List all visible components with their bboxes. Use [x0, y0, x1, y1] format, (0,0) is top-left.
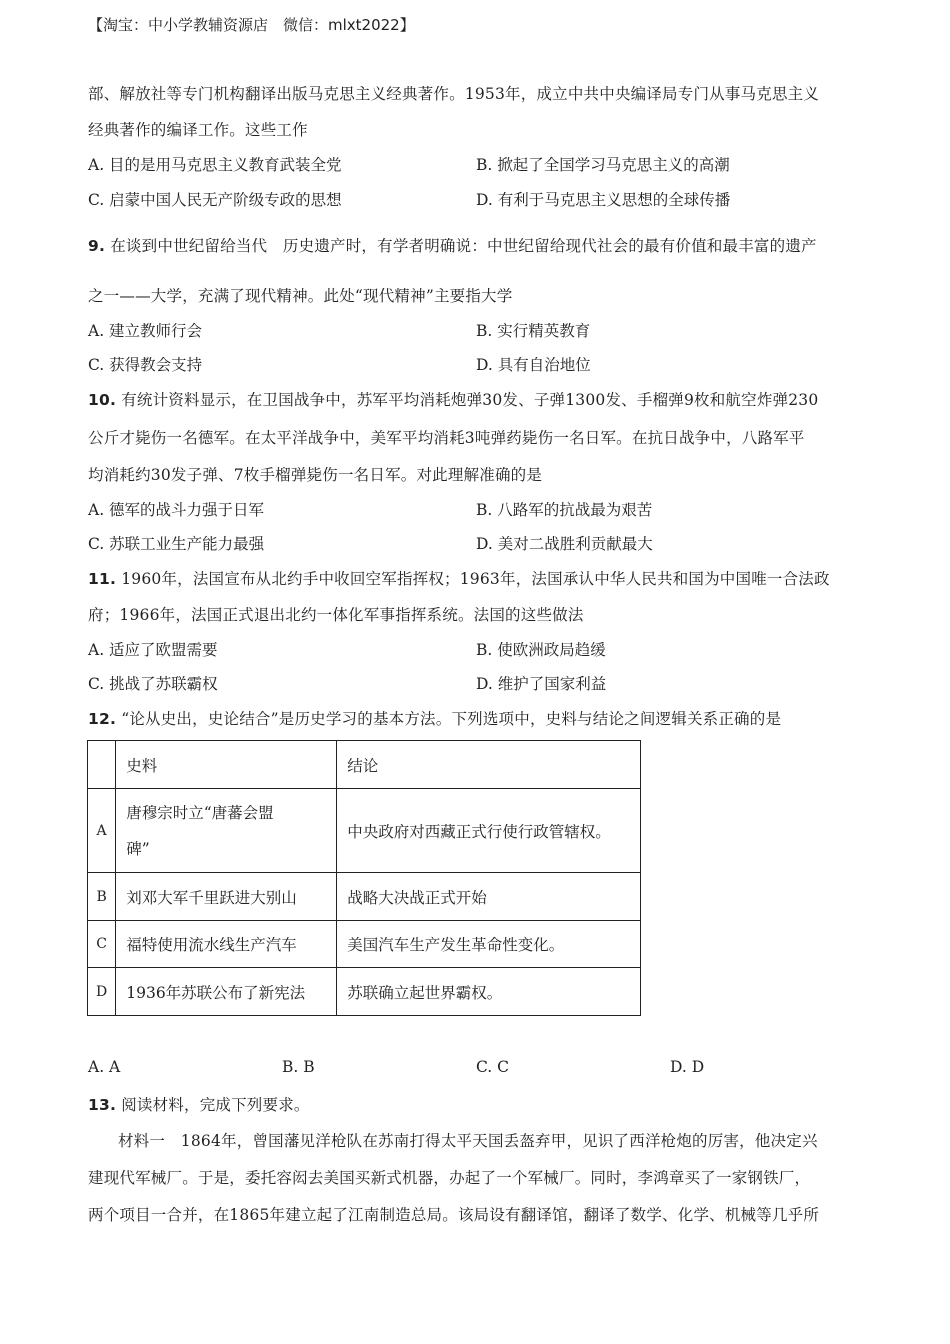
q12-option-c: C. C — [476, 1058, 510, 1076]
q8-stem-line2: 经典著作的编译工作。这些工作 — [88, 121, 308, 139]
q9-stem-line1 — [88, 234, 817, 256]
q11-number: 11. — [88, 570, 117, 588]
q9-option-a: A. 建立教师行会 — [88, 322, 203, 340]
row-source: 福特使用流水线生产汽车 — [116, 921, 337, 968]
q9-number: 9. — [88, 237, 106, 255]
q10-option-b: B. 八路军的抗战最为艰苦 — [476, 501, 653, 519]
row-key: D — [88, 968, 116, 1016]
row-source: 1936年苏联公布了新宪法 — [116, 968, 337, 1016]
q11-option-c: C. 挑战了苏联霸权 — [88, 675, 218, 693]
q13-material1-line1: 材料一 1864年，曾国藩见洋枪队在苏南打得太平天国丢盔弃甲，见识了西洋枪炮的厉害，他决定兴 — [118, 1132, 818, 1150]
table-row — [88, 789, 641, 873]
q10-option-a: A. 德军的战斗力强于日军 — [88, 501, 265, 519]
row-conclusion: 中央政府对西藏正式行使行政管辖权。 — [337, 789, 641, 873]
q13-number: 13. — [88, 1096, 117, 1114]
row-source — [116, 789, 337, 873]
q9-option-b: B. 实行精英教育 — [476, 322, 591, 340]
table-row — [88, 968, 641, 1016]
q9-stem-text: 在谈到中世纪留给当代 历史遗产时，有学者明确说：中世纪留给现代社会的最有价值和最丰富的遗产 — [110, 237, 817, 255]
page-header: 【淘宝：中小学教辅资源店 微信：mlxt2022】 — [88, 16, 415, 34]
row-conclusion: 战略大决战正式开始 — [337, 873, 641, 921]
q12-option-a: A. A — [88, 1058, 121, 1076]
q8-option-b: B. 掀起了全国学习马克思主义的高潮 — [476, 156, 730, 174]
q12-table — [87, 740, 641, 1016]
q8-stem-line1: 部、解放社等专门机构翻译出版马克思主义经典著作。1953年，成立中共中央编译局专门从事马克思主义 — [88, 85, 820, 103]
q13-stem-text: 阅读材料，完成下列要求。 — [121, 1096, 310, 1114]
row-source-line2: 碑” — [126, 839, 150, 858]
q9-option-d: D. 具有自治地位 — [476, 356, 591, 374]
q10-stem-text: 有统计资料显示，在卫国战争中，苏军平均消耗炮弹30发、子弹1300发、手榴弹9枚和航空炸弹230 — [121, 391, 819, 409]
row-conclusion: 美国汽车生产发生革命性变化。 — [337, 921, 641, 968]
table-header-row — [88, 741, 641, 789]
table-header-conclusion: 结论 — [337, 741, 641, 789]
row-conclusion: 苏联确立起世界霸权。 — [337, 968, 641, 1016]
q8-option-a: A. 目的是用马克思主义教育武装全党 — [88, 156, 342, 174]
q11-option-b: B. 使欧洲政局趋缓 — [476, 641, 606, 659]
q10-number: 10. — [88, 391, 117, 409]
q11-option-a: A. 适应了欧盟需要 — [88, 641, 218, 659]
q12-number: 12. — [88, 710, 117, 728]
q10-option-c: C. 苏联工业生产能力最强 — [88, 535, 265, 553]
row-key: A — [88, 789, 116, 873]
q8-option-d: D. 有利于马克思主义思想的全球传播 — [476, 191, 731, 209]
q11-stem-line2: 府；1966年，法国正式退出北约一体化军事指挥系统。法国的这些做法 — [88, 606, 584, 624]
row-source: 刘邓大军千里跃进大别山 — [116, 873, 337, 921]
q11-stem-text: 1960年，法国宣布从北约手中收回空军指挥权；1963年，法国承认中华人民共和国为中国唯一合法政 — [121, 570, 830, 588]
q11-option-d: D. 维护了国家利益 — [476, 675, 607, 693]
row-source-line1: 唐穆宗时立“唐蕃会盟 — [126, 803, 274, 822]
row-key: B — [88, 873, 116, 921]
row-key: C — [88, 921, 116, 968]
q13-material1-line2: 建现代军械厂。于是，委托容闳去美国买新式机器，办起了一个军械厂。同时，李鸿章买了一家钢铁厂， — [88, 1169, 811, 1187]
q9-stem-line2: 之一——大学，充满了现代精神。此处“现代精神”主要指大学 — [88, 287, 513, 305]
q11-stem-line1 — [88, 567, 830, 589]
table-header-source: 史料 — [116, 741, 337, 789]
table-row — [88, 921, 641, 968]
q13-stem — [88, 1093, 310, 1115]
table-row — [88, 873, 641, 921]
q12-option-b: B. B — [282, 1058, 315, 1076]
q10-option-d: D. 美对二战胜利贡献最大 — [476, 535, 653, 553]
table-header-key — [88, 741, 116, 789]
q12-stem — [88, 707, 781, 729]
q8-option-c: C. 启蒙中国人民无产阶级专政的思想 — [88, 191, 342, 209]
q12-option-d: D. D — [670, 1058, 705, 1076]
q10-stem-line3: 均消耗约30发子弹、7枚手榴弹毙伤一名日军。对此理解准确的是 — [88, 466, 543, 484]
q9-option-c: C. 获得教会支持 — [88, 356, 203, 374]
q10-stem-line2: 公斤才毙伤一名德军。在太平洋战争中，美军平均消耗3吨弹药毙伤一名日军。在抗日战争中，八路军平 — [88, 429, 805, 447]
q10-stem-line1 — [88, 388, 818, 410]
q13-material1-line3: 两个项目一合并，在1865年建立起了江南制造总局。该局设有翻译馆，翻译了数学、化学、机械等几乎所 — [88, 1206, 820, 1224]
q12-stem-text: “论从史出，史论结合”是历史学习的基本方法。下列选项中，史料与结论之间逻辑关系正确的是 — [121, 710, 782, 728]
